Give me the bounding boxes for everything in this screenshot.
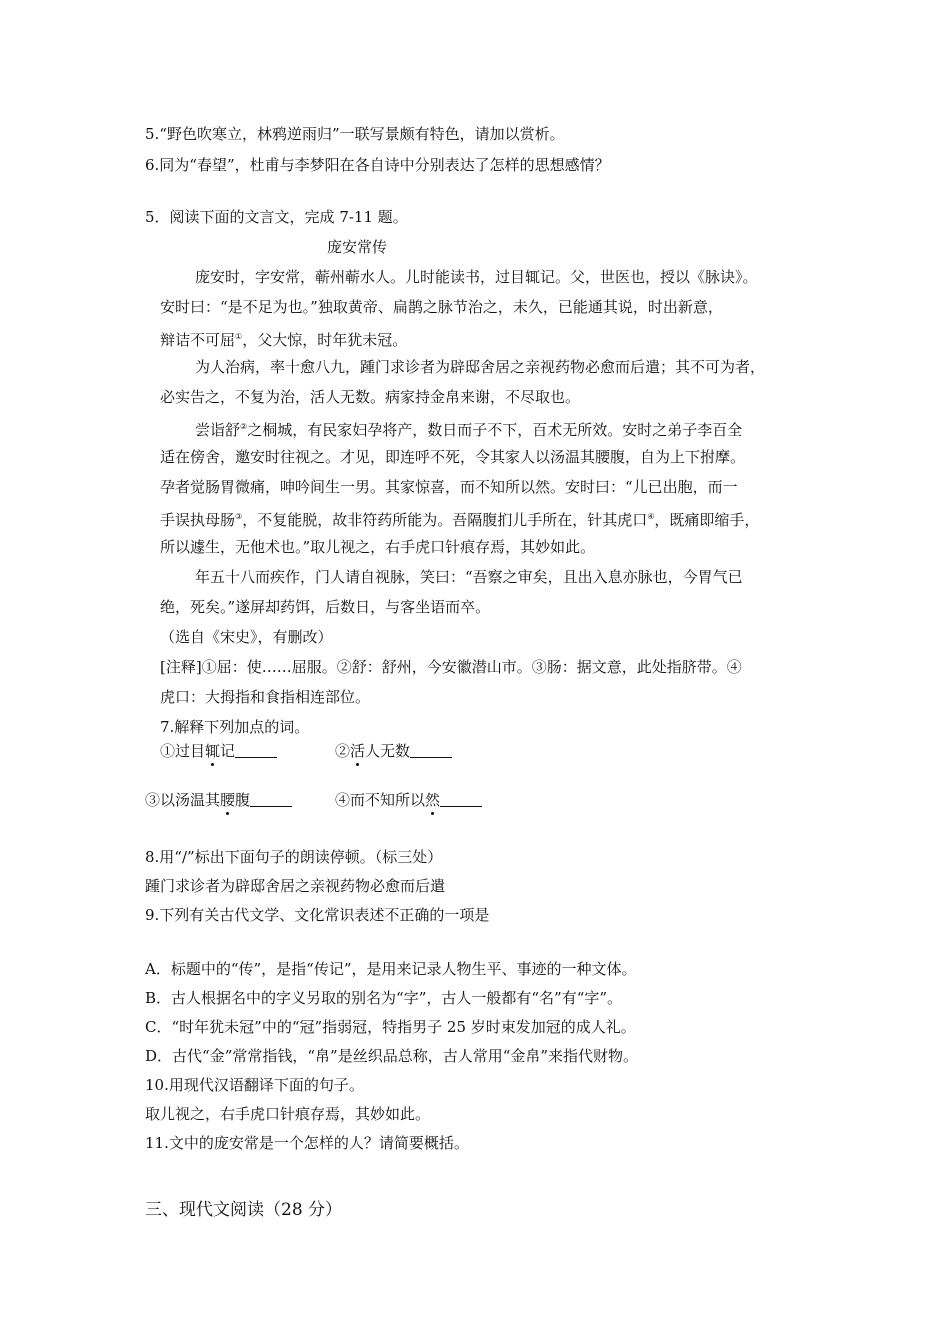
passage-notes: [注释]①屈：使……屈服。②舒：舒州，今安徽潜山市。③肠：据文意，此处指脐带。④: [160, 658, 742, 676]
question-7-item: ①过目辄记: [160, 741, 835, 761]
passage-line: 为人治病，率十愈八九，踵门求诊者为辟邸舍居之亲视药物必愈而后遣；其不可为者，: [195, 358, 766, 376]
question-8-stem: 8.用“/”标出下面句子的朗读停顿。（标三处）: [145, 848, 443, 866]
answer-blank[interactable]: [235, 743, 277, 758]
question-11-stem: 11.文中的庞安常是一个怎样的人？请简要概括。: [145, 1134, 469, 1152]
question-6-poem: 6.同为“春望”，杜甫与李梦阳在各自诗中分别表达了怎样的思想感情？: [145, 156, 610, 174]
answer-blank[interactable]: [410, 743, 452, 758]
passage-line: 所以遽生，无他术也。”取儿视之，右手虎口针痕存焉，其妙如此。: [160, 538, 596, 556]
question-9-option: A．标题中的“传”，是指“传记”，是用来记录人物生平、事迹的一种文体。: [145, 960, 637, 978]
question-9-option: B．古人根据名中的字义另取的别名为“字”，古人一般都有“名”有“字”。: [145, 989, 623, 1007]
footnote-ref: ②: [240, 422, 248, 431]
passage-line: 年五十八而疾作，门人请自视脉，笑曰：“吾察之审矣，且出入息亦脉也，今胃气已: [195, 568, 743, 586]
passage-line: 辩诘不可屈①，父大惊，时年犹未冠。: [160, 331, 408, 349]
passage-line: 绝，死矣。”遂屏却药饵，后数日，与客坐语而卒。: [160, 598, 491, 616]
question-7-item: ③以汤温其腰腹: [145, 790, 820, 810]
passage-line: 孕者觉肠胃微痛，呻吟间生一男。其家惊喜，而不知所以然。安时曰：“儿已出胞，而一: [160, 478, 738, 496]
passage-title: 庞安常传: [327, 238, 388, 256]
passage-source: （选自《宋史》，有删改）: [160, 628, 333, 646]
passage-line: 尝诣舒②之桐城，有民家妇孕将产，数日而子不下，百术无所效。安时之弟子李百全: [195, 421, 743, 439]
section-heading: 三、现代文阅读（28 分）: [145, 1200, 343, 1220]
answer-blank[interactable]: [250, 792, 292, 807]
question-10-stem: 10.用现代汉语翻译下面的句子。: [145, 1076, 364, 1094]
passage-line: 必实告之，不复为治，活人无数。病家持金帛来谢，不尽取也。: [160, 388, 581, 406]
footnote-ref: ④: [647, 512, 655, 521]
question-7-stem: 7.解释下列加点的词。: [160, 718, 310, 736]
question-10-sentence: 取儿视之，右手虎口针痕存焉，其妙如此。: [145, 1105, 431, 1123]
passage-line: 庞安时，字安常，蕲州蕲水人。儿时能读书，过目辄记。父，世医也，授以《脉诀》。: [195, 268, 758, 286]
passage-line: 适在傍舍，邀安时往视之。才见，即连呼不死，令其家人以汤温其腰腹，自为上下拊摩。: [160, 448, 746, 466]
section-5-intro: 5．阅读下面的文言文，完成 7-11 题。: [145, 208, 408, 226]
passage-notes: 虎口：大拇指和食指相连部位。: [160, 688, 371, 706]
question-9-option: D．古代“金”常常指钱，“帛”是丝织品总称，古人常用“金帛”来指代财物。: [145, 1047, 639, 1065]
footnote-ref: ③: [235, 512, 243, 521]
answer-blank[interactable]: [440, 792, 482, 807]
question-8-sentence: 踵门求诊者为辟邸舍居之亲视药物必愈而后遣: [145, 877, 446, 895]
footnote-ref: ①: [235, 332, 243, 341]
question-9-option: C．“时年犹未冠”中的“冠”指弱冠，特指男子 25 岁时束发加冠的成人礼。: [145, 1018, 636, 1036]
question-7-item: ④而不知所以然: [335, 790, 950, 810]
passage-line: 手误执母肠③，不复能脱，故非符药所能为。吾隔腹扪儿手所在，针其虎口④，既痛即缩手，: [160, 511, 760, 529]
question-7-item: ②活人无数: [335, 741, 950, 761]
question-5-poem: 5.“野色吹寒立，林鸦逆雨归”一联写景颇有特色，请加以赏析。: [145, 125, 565, 143]
question-9-stem: 9.下列有关古代文学、文化常识表述不正确的一项是: [145, 906, 490, 924]
passage-line: 安时曰：“是不足为也。”独取黄帝、扁鹊之脉节治之，未久，已能通其说，时出新意，: [160, 298, 723, 316]
